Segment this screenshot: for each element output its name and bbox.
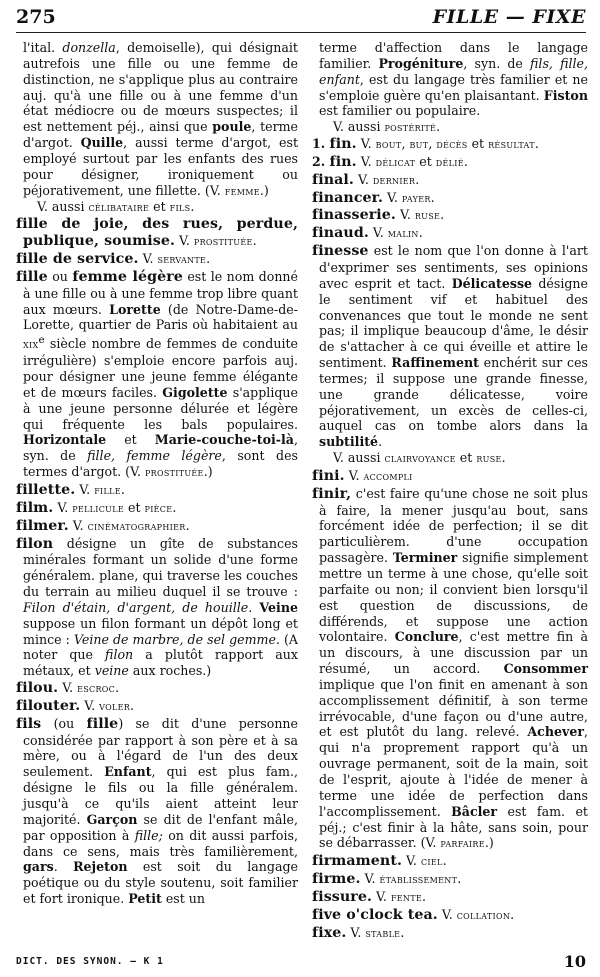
printer-signature: DICT. DES SYNON. — K 1 (16, 956, 164, 967)
entry-film: film. V. pellicule et pièce. (16, 499, 177, 516)
entry-fin-2: 2. fin. V. délicat et délié. (312, 153, 468, 170)
entry-filmer: filmer. V. cinématographier. (16, 517, 190, 534)
entry-fixe: fixe. V. stable. (312, 924, 405, 941)
entry-fille-de-joie: fille de joie, des rues, perdue, publique, soumise. V. prostituée. (16, 216, 298, 250)
right-column (312, 40, 588, 941)
entry-filouter: filouter. V. voler. (16, 697, 135, 714)
entry-firme: firme. V. établissement. (312, 871, 462, 888)
entry-fin-1: 1. fin. V. bout, but, décès et résultat. (312, 136, 539, 153)
entry-five-oclock-tea: five o'clock tea. V. collation. (312, 906, 515, 923)
header-rule (16, 32, 586, 33)
entry-firmament: firmament. V. ciel. (312, 853, 447, 870)
page-number: 275 (16, 6, 56, 28)
see-also-line: V. aussi postérité. (333, 119, 441, 135)
entry-finir: finir, c'est faire qu'une chose ne soit plus à faire, la mener jusqu'au bout, sans forcément idée de perfection; il se dit particulièrem. d'une occupation passagère. Terminer signifie simplement mettre un terme à une chose, qu'elle soit parfaite ou non; il convient bien lorsqu'il est question de discussions, de différends, et suppose une action volontaire. Conclure, c'est mettre fin à un discours, à une discussion par un résumé, un accord. Consommer implique que l'on finit en amenant à son accomplissement définitif, à son terme irrévocable, d'une façon ou d'une autre, et est plutôt du lang. relevé. Achever, qui n'a proprement rapport qu'à un ouvrage permanent, soit de la main, soit de l'esprit, ajoute à l'idée de mener à terme une idée de perfection dans l'accomplissement. Bâcler est fam. et péj.; c'est finir à la hâte, sans soin, pour se débarrasser. (V. parfaire.) (312, 485, 589, 851)
page-header (16, 6, 586, 32)
page-footer (16, 952, 586, 972)
running-title: FILLE — FIXE (432, 6, 586, 28)
entry-finaud: finaud. V. malin. (312, 225, 423, 242)
entry-fille-de-service: fille de service. V. servante. (16, 250, 211, 267)
sheet-number: 10 (563, 952, 586, 971)
entry-fissure: fissure. V. fente. (312, 888, 427, 905)
entry-fils: fils (ou fille) se dit d'une personne considérée par rapport à son père et à sa mère, ou à l'égard de l'un des deux seulement. Enfant, qui est plus fam., désigne le fils ou la fille généralem. jusqu'à ce qu'ils aient atteint leur majorité. Garçon se dit de l'enfant mâle, par opposition à fille; on dit aussi parfois, dans ce sens, mais très familièrement, gars. Rejeton est soit du langage poétique ou du style soutenu, soit familier et fort ironique. Petit est un (16, 715, 298, 907)
entry-fini: fini. V. accompli (312, 467, 413, 484)
left-column (16, 40, 298, 907)
entry-filon: filon désigne un gîte de substances minérales formant un solide d'une forme généralem. plane, qui traverse les couches du terrain au milieu duquel il se trouve : Filon d'étain, d'argent, de houille. Veine suppose un filon formant un dépôt long et mince : Veine de marbre, de sel gemme. (A noter que filon a plutôt rapport aux métaux, et veine aux roches.) (16, 535, 299, 679)
entry-fils-continuation: terme d'affection dans le langage familier. Progéniture, syn. de fils, fille, enfant, est du langage très familier et ne s'emploie guère qu'en plaisantant. Fiston est familier ou populaire. V. aussi postérité. (319, 40, 588, 135)
entry-fille-continuation: l'ital. donzella, demoiselle), qui désignait autrefois une fille ou une femme de distinction, ne s'applique plus au contraire auj. qu'à une fille ou à une femme d'un état médiocre ou de mœurs suspectes; il est nettement péj., ainsi que poule, terme d'argot. Quille, aussi terme d'argot, est employé surtout par les enfants des rues pour désigner, ironiquement ou péjorativement, une fillette. (V. femme.) V. aussi célibataire et fils. (23, 40, 299, 215)
entry-filou: filou. V. escroc. (16, 680, 120, 697)
entry-fillette: fillette. V. fille. (16, 481, 125, 498)
entry-financer: financer. V. payer. (312, 189, 435, 206)
entry-femme-legere: fille ou femme légère est le nom donné à une fille ou à une femme trop libre quant aux mœurs. Lorette (de Notre-Dame-de-Lorette, quartier de Paris où habitaient au xix$^e$ siècle nombre de femmes de conduite irrégulière) s'emploie encore parfois auj. pour désigner une jeune femme élégante et de mœurs faciles. Gigolette s'applique à une jeune personne délurée et légère qui fréquente les bals populaires. Horizontale et Marie-couche-toi-là, syn. de fille, femme légère, sont des termes d'argot. (V. prostituée.) (16, 268, 298, 480)
see-also-line: V. aussi célibataire et fils. (37, 199, 195, 215)
entry-finasserie: finasserie. V. ruse. (312, 207, 445, 224)
see-also-line: V. aussi clairvoyance et ruse. (333, 450, 506, 466)
entry-final: final. V. dernier. (312, 171, 420, 188)
entry-finesse: finesse est le nom que l'on donne à l'art d'exprimer ses sentiments, ses opinions avec esprit et tact. Délicatesse désigne le sentiment vif et habituel des convenances que tout le monde ne sent pas; il implique beaucoup d'âme, le désir de s'attacher à ce qui éveille et attire le sentiment. Raffinement enchérit sur ces termes; il suppose une grande finesse, une grande délicatesse, voire péjorativement, un excès de celles-ci, auquel cas on tombe alors dans la subtilité. V. aussi clairvoyance et ruse. (312, 243, 588, 466)
